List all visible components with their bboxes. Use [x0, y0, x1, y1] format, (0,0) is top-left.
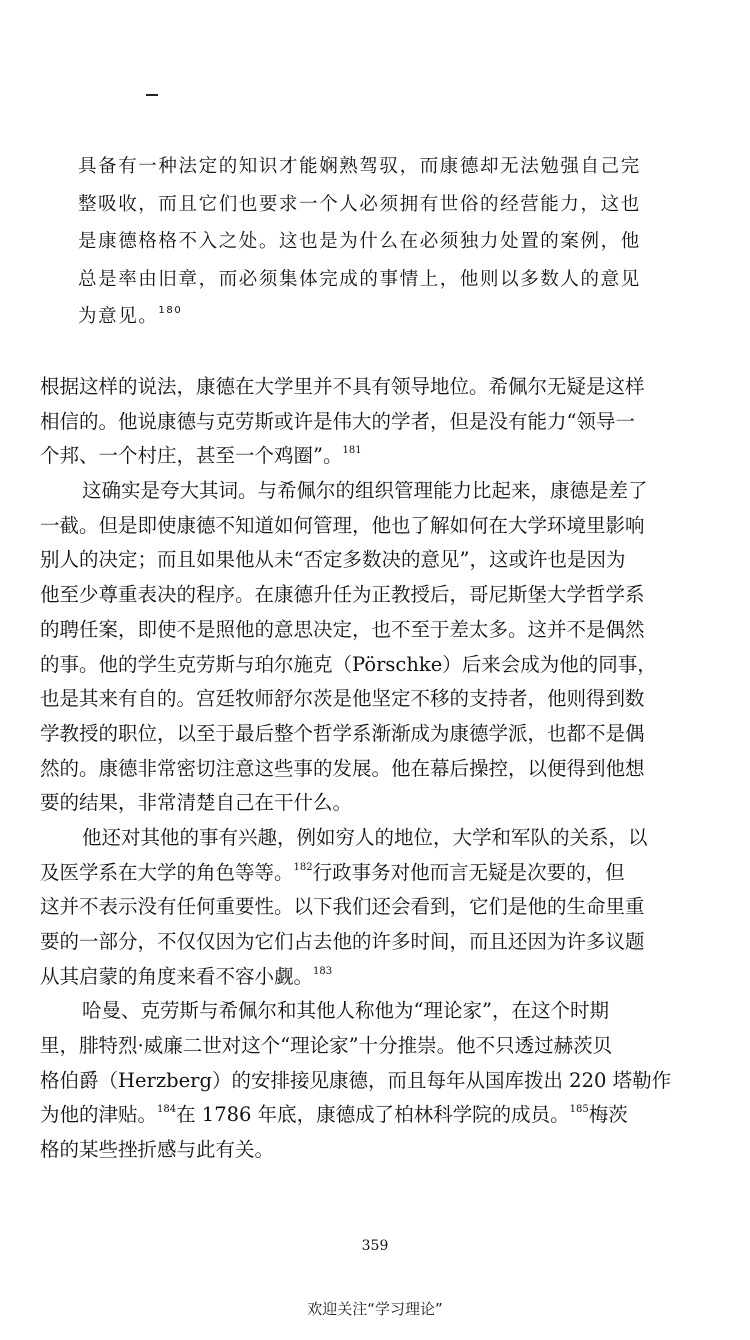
quote-line: 整吸收，而且它们也要求一个人必须拥有世俗的经营能力，这也: [78, 193, 641, 215]
text-line: 这并不表示没有任何重要性。以下我们还会看到，它们是他的生命里重: [40, 895, 645, 919]
text-line: [40, 960, 680, 995]
quote-text: 为意见。: [78, 306, 159, 327]
footnote-ref: 185: [569, 1104, 589, 1116]
text-line: 根据这样的说法，康德在大学里并不具有领导地位。希佩尔无疑是这样: [40, 375, 645, 398]
text-line: 他至少尊重表决的程序。在康德升任为正教授后，哥尼斯堡大学哲学系: [40, 583, 645, 607]
text-line: 的聘任案，即使不是照他的意思决定，也不至于差太多。这并不是偶然: [40, 617, 645, 641]
text-line: [40, 856, 680, 891]
text-line: 里，腓特烈·威廉二世对这个“理论家”十分推崇。他不只透过赫茨贝: [40, 1034, 613, 1058]
text-line: 学教授的职位，以至于最后整个哲学系渐渐成为康德学派，也都不是偶: [40, 721, 645, 745]
body-text: [40, 370, 680, 1168]
text-line: 的事。他的学生克劳斯与珀尔施克（Pörschke）后来会成为他的同事，: [40, 652, 657, 676]
text-line: 这确实是夸大其词。与希佩尔的组织管理能力比起来，康德是差了: [82, 479, 648, 503]
text-line: [40, 439, 680, 474]
line-text: 为他的津贴。: [40, 1103, 158, 1127]
text-line: 然的。康德非常密切注意这些事的发展。他在幕后操控，以便得到他想: [40, 756, 645, 780]
line-text: 个邦、一个村庄，甚至一个鸡圈”。: [40, 444, 343, 468]
quote-line: 总是率由旧章，而必须集体完成的事情上，他则以多数人的意见: [78, 268, 641, 290]
line-text: 从其启蒙的角度来看不容小觑。: [40, 964, 314, 988]
quote-line: 是康德格格不入之处。这也是为什么在必须独力处置的案例，他: [78, 231, 641, 252]
footnote-ref: 181: [342, 445, 362, 457]
quote-line: [78, 298, 678, 336]
block-quote: [78, 148, 678, 336]
text-line: 要的结果，非常清楚自己在干什么。: [40, 791, 353, 815]
text-line: 哈曼、克劳斯与希佩尔和其他人称他为“理论家”，在这个时期: [82, 999, 609, 1023]
stray-mark: [146, 94, 158, 96]
text-line: 格的某些挫折感与此有关。: [40, 1138, 275, 1162]
footnote-ref: 180: [158, 305, 183, 316]
text-line: 一截。但是即使康德不知道如何管理，他也了解如何在大学环境里影响: [40, 513, 645, 537]
text-line: 相信的。他说康德与克劳斯或许是伟大的学者，但是没有能力“领导一: [40, 409, 635, 433]
footnote-ref: 183: [313, 965, 333, 977]
footnote-ref: 184: [157, 1104, 177, 1116]
line-text: 及医学系在大学的角色等等。: [40, 860, 294, 884]
page-number: 359: [361, 1238, 389, 1254]
footnote-ref: 182: [293, 861, 313, 873]
line-text: 在 1786 年底，康德成了柏林科学院的成员。: [176, 1103, 570, 1127]
quote-line: 具备有一种法定的知识才能娴熟驾驭，而康德却无法勉强自己完: [78, 156, 641, 177]
line-text: 行政事务对他而言无疑是次要的，但: [312, 860, 625, 884]
text-line: [40, 1098, 680, 1133]
line-text: 梅茨: [588, 1103, 628, 1127]
text-line: 也是其来有自的。宫廷牧师舒尔茨是他坚定不移的支持者，他则得到数: [40, 687, 645, 711]
text-line: 要的一部分，不仅仅因为它们占去他的许多时间，而且还因为许多议题: [40, 930, 645, 953]
text-line: 他还对其他的事有兴趣，例如穷人的地位，大学和军队的关系，以: [82, 825, 648, 849]
text-line: 格伯爵（Herzberg）的安排接见康德，而且每年从国库拨出 220 塔勒作: [40, 1068, 672, 1092]
footer-note: 欢迎关注“学习理论”: [307, 1300, 443, 1318]
text-line: 别人的决定；而且如果他从未“否定多数决的意见”，这或许也是因为: [40, 548, 626, 572]
